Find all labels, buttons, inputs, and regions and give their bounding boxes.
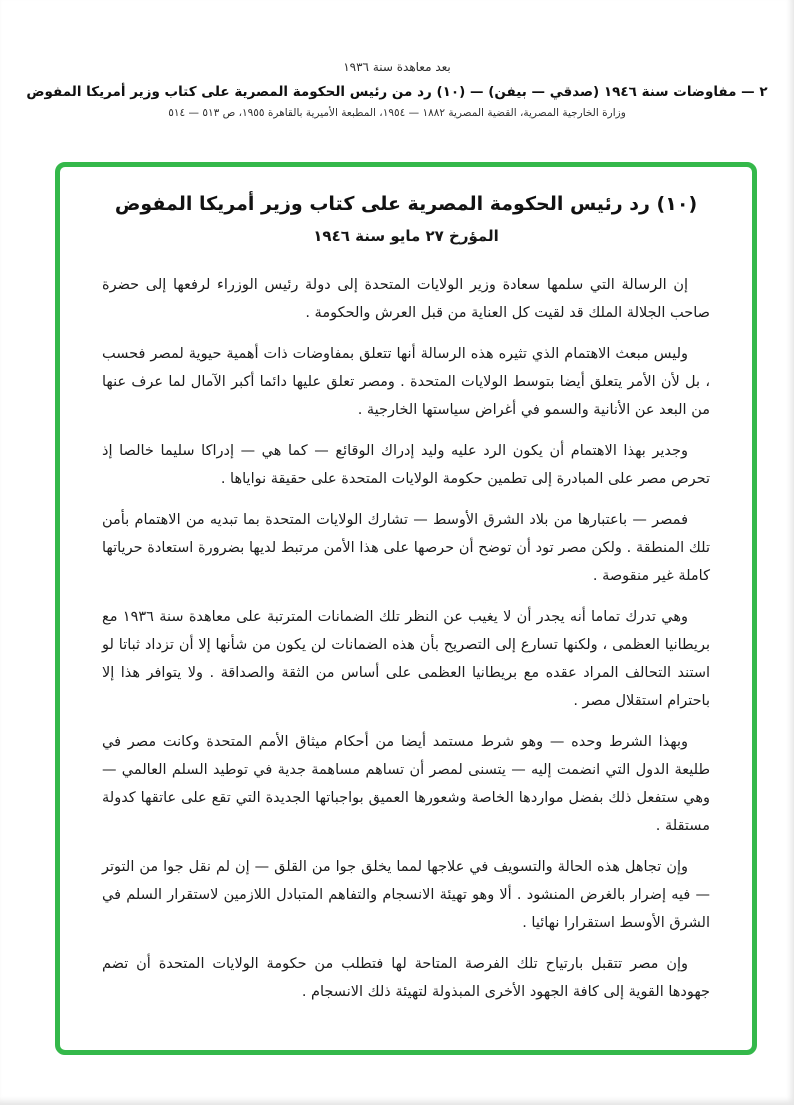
document-paragraph: وهي تدرك تماما أنه يجدر أن لا يغيب عن النظر تلك الضمانات المترتبة على معاهدة سنة ١٩٣٦ مع بريطانيا العظمى ، ولكنها تسارع إلى التصريح بأن هذه الضمانات لن يكون من شأنها إلا أن تزداد ثباتا لو استند التحالف المراد عقده مع بريطانيا العظمى على أساس من الثقة والصداقة . ولا يتوافر هذا إلا باحترام استقلال مصر . — [102, 609, 710, 709]
document-title: (١٠) رد رئيس الحكومة المصرية على كتاب وزير أمريكا المفوض — [114, 193, 698, 215]
highlight-box — [55, 162, 757, 1055]
document-paragraph: فمصر — باعتبارها من بلاد الشرق الأوسط — تشارك الولايات المتحدة بما تبديه من الاهتمام بأمن تلك المنطقة . ولكن مصر تود أن توضح أن حرصها على هذا الأمن مرتبط لديها بضرورة استعادة حرياتها كاملة غير منقوصة . — [102, 512, 710, 584]
header-treaty-note: بعد معاهدة سنة ١٩٣٦ — [343, 60, 451, 74]
document-date-line: المؤرخ ٢٧ مايو سنة ١٩٤٦ — [313, 227, 499, 245]
document-paragraph: وبهذا الشرط وحده — وهو شرط مستمد أيضا من أحكام ميثاق الأمم المتحدة وكانت مصر في طليعة الدول التي انضمت إليه — يتسنى لمصر أن تساهم مساهمة جدية في توطيد السلم العالمي — وهي ستفعل ذلك بفضل مواردها الخاصة وشعورها العميق بواجباتها الجديدة التي تقع على عاتقها كدولة مستقلة . — [102, 734, 710, 834]
document-paragraph: إن الرسالة التي سلمها سعادة وزير الولايات المتحدة إلى دولة رئيس الوزراء لرفعها إلى حضرة صاحب الجلالة الملك قد لقيت كل العناية من قبل العرش والحكومة . — [102, 277, 710, 321]
header-source-citation: وزارة الخارجية المصرية، القضية المصرية ١٨٨٢ — ١٩٥٤، المطبعة الأميرية بالقاهرة ١٩٥٥، ص ٥١٣ — ٥١٤ — [168, 107, 626, 119]
document-paragraph: وجدير بهذا الاهتمام أن يكون الرد عليه وليد إدراك الوقائع — كما هي — إدراكا سليما خالصا إذ تحرص مصر على المبادرة إلى تطمين حكومة الولايات المتحدة على حقيقة نواياها . — [102, 443, 710, 487]
document-body — [102, 271, 710, 1006]
document-paragraph: وليس مبعث الاهتمام الذي تثيره هذه الرسالة أنها تتعلق بمفاوضات ذات أهمية حيوية لمصر فحسب ، بل لأن الأمر يتعلق أيضا بتوسط الولايات المتحدة . ومصر تعلق عليها دائما أكبر الآمال لما عرف عنها من البعد عن الأنانية والسمو في أغراض سياستها الخارجية . — [102, 346, 710, 418]
header-catalog-line: ٢ — مفاوضات سنة ١٩٤٦ (صدقي — بيفن) — (١٠) رد من رئيس الحكومة المصرية على كتاب وزير أمريكا المفوض — [26, 84, 768, 100]
document-paragraph: وإن مصر تتقبل بارتياح تلك الفرصة المتاحة لها فتطلب من حكومة الولايات المتحدة أن تضم جهودها القوية إلى كافة الجهود الأخرى المبذولة لتهيئة ذلك الانسجام . — [102, 956, 710, 1000]
document-paragraph: وإن تجاهل هذه الحالة والتسويف في علاجها لمما يخلق جوا من القلق — إن لم نقل جوا من التوتر — فيه إضرار بالغرض المنشود . ألا وهو تهيئة الانسجام والتفاهم المتبادل اللازمين لاستقرار السلم في الشرق الأوسط استقرارا نهائيا . — [102, 859, 710, 931]
page-header — [0, 0, 794, 119]
